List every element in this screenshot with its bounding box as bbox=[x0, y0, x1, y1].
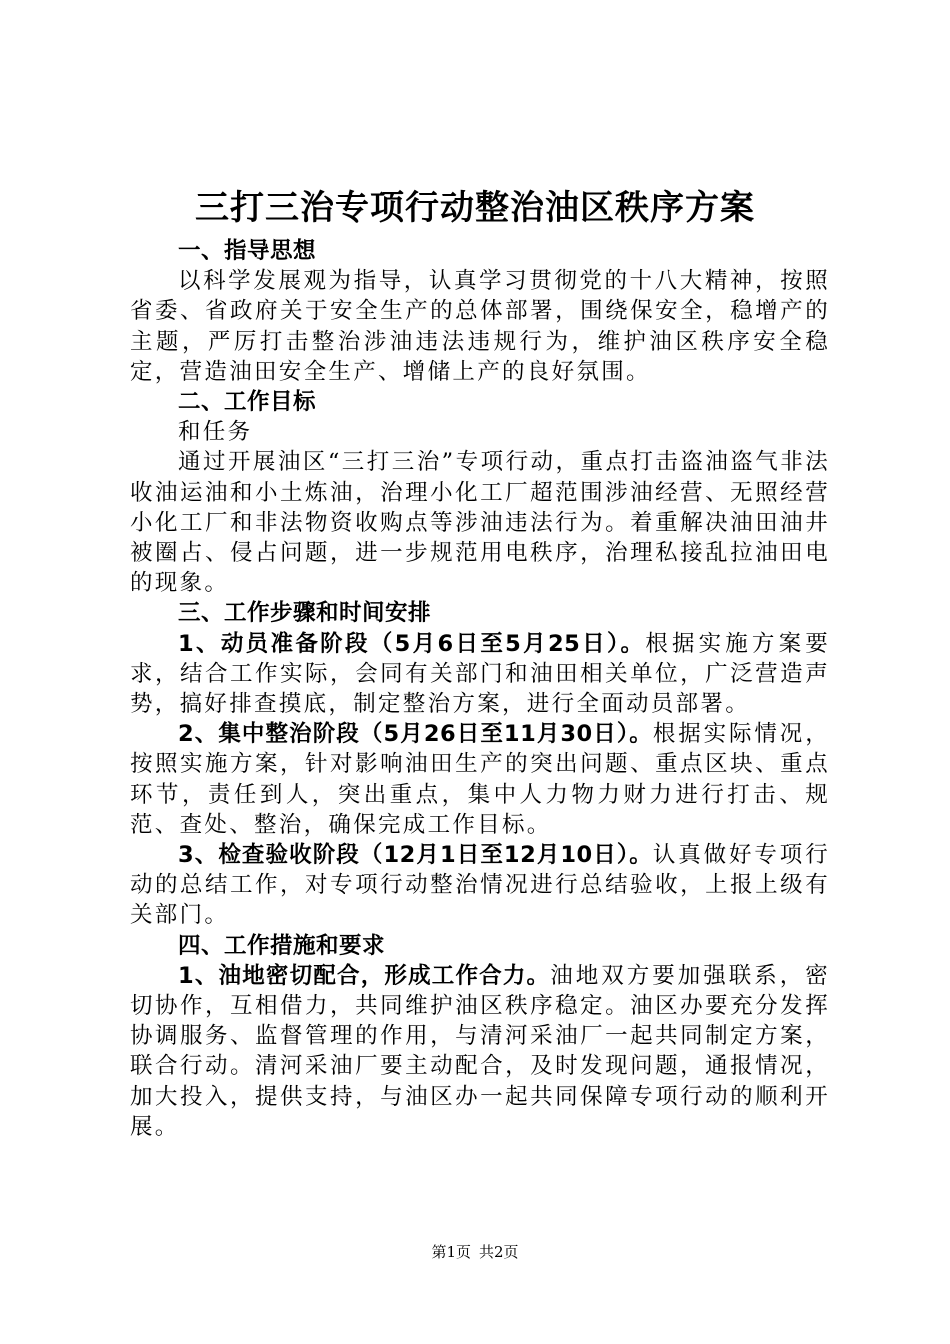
step-lead: 1、动员准备阶段（5月6日至5月25日）。 bbox=[178, 630, 646, 657]
section-paragraph: 以科学发展观为指导，认真学习贯彻党的十八大精神，按照省委、省政府关于安全生产的总体部署，围绕保安全，稳增产的主题，严厉打击整治涉油违法违规行为，维护油区秩序安全稳定，营造油田安全生产、增储上产的良好氛围。 bbox=[130, 268, 830, 385]
step-text: 根据实际情况，按照实施方案，针对影响油田生产的突出问题、重点区块、重点环节，责任到人，突出重点，集中人力物力财力进行打击、规范、查处、整治，确保完成工作目标。 bbox=[130, 721, 830, 838]
step-item bbox=[130, 629, 830, 720]
heading-continuation: 和任务 bbox=[178, 419, 253, 446]
section-heading: 一、指导思想 bbox=[178, 238, 317, 264]
measure-lead: 1、油地密切配合，形成工作合力。 bbox=[178, 962, 551, 989]
document-body bbox=[130, 236, 830, 1142]
step-item bbox=[130, 840, 830, 931]
section-heading: 四、工作措施和要求 bbox=[178, 932, 386, 959]
document-title: 三打三治专项行动整治油区秩序方案 bbox=[195, 188, 755, 228]
section-heading: 二、工作目标 bbox=[178, 389, 317, 416]
page-footer bbox=[0, 1242, 950, 1262]
step-text: 认真做好专项行动的总结工作，对专项行动整治情况进行总结验收，上报上级有关部门。 bbox=[130, 842, 830, 929]
page-total: 共2页 bbox=[479, 1243, 519, 1261]
measure-text: 油地双方要加强联系，密切协作，互相借力，共同维护油区秩序稳定。油区办要充分发挥协调服务、监督管理的作用，与清河采油厂一起共同制定方案，联合行动。清河采油厂要主动配合，及时发现问题，通报情况，加大投入，提供支持，与油区办一起共同保障专项行动的顺利开展。 bbox=[130, 962, 831, 1140]
measure-item bbox=[130, 961, 830, 1142]
page-number: 第1页 bbox=[431, 1243, 471, 1261]
step-lead: 2、集中整治阶段（5月26日至11月30日）。 bbox=[178, 721, 653, 748]
step-text: 根据实施方案要求，结合工作实际，会同有关部门和油田相关单位，广泛营造声势，搞好排查摸底，制定整治方案，进行全面动员部署。 bbox=[130, 630, 830, 718]
section-paragraph: 通过开展油区“三打三治”专项行动，重点打击盗油盗气非法收油运油和小土炼油，治理小化工厂超范围涉油经营、无照经营小化工厂和非法物资收购点等涉油违法行为。着重解决油田油井被圈占、侵占问题，进一步规范用电秩序，治理私接乱拉油田电的现象。 bbox=[130, 449, 830, 597]
section-heading: 三、工作步骤和时间安排 bbox=[178, 600, 432, 627]
step-lead: 3、检查验收阶段（12月1日至12月10日）。 bbox=[178, 842, 653, 869]
step-item bbox=[130, 719, 830, 840]
